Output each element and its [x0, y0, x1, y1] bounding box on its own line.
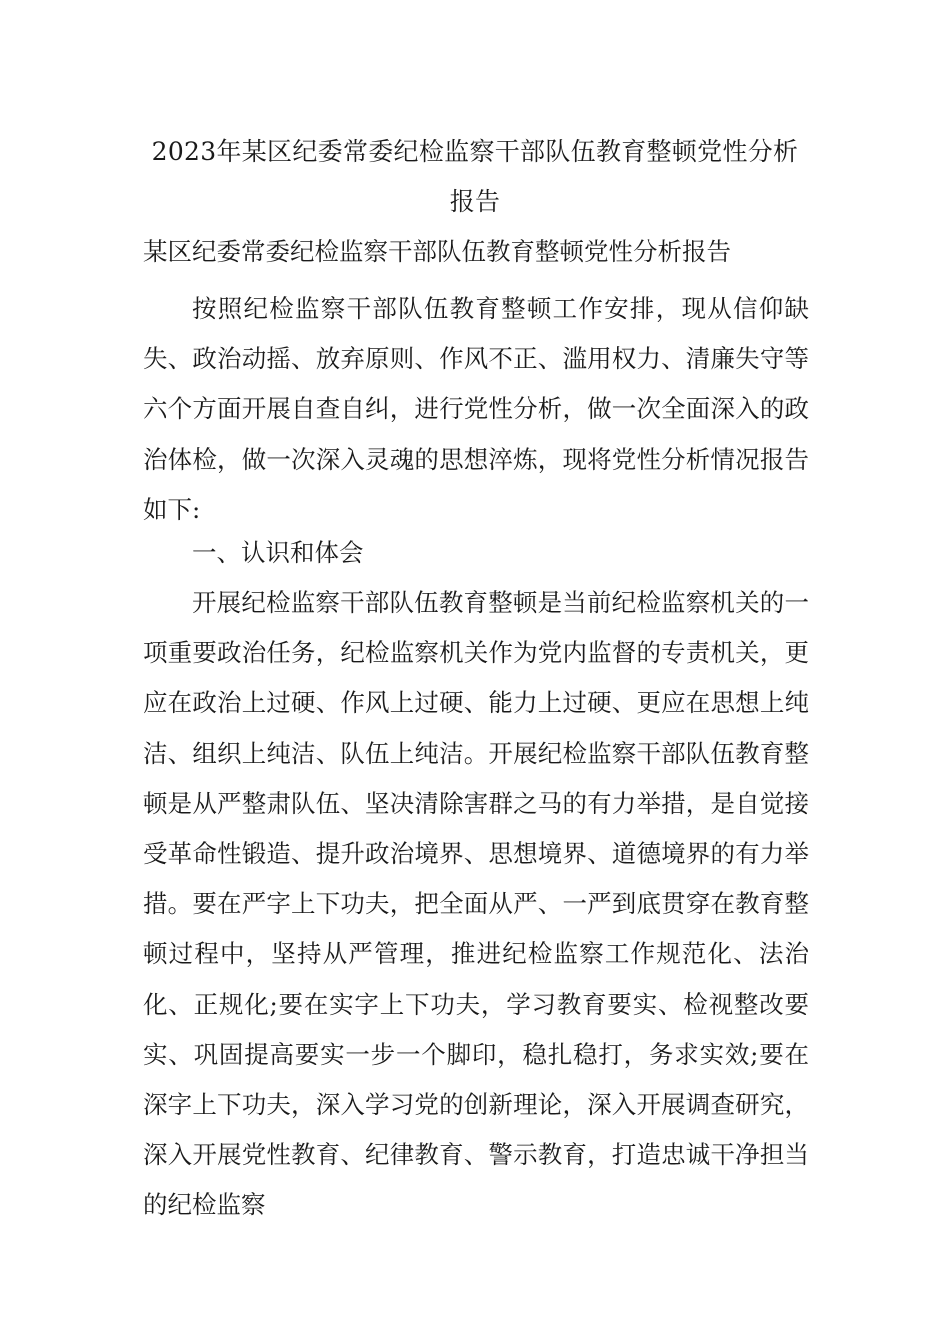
body-paragraph-main — [143, 578, 809, 1231]
section-heading-1 — [143, 528, 809, 578]
body-paragraph-intro — [143, 284, 809, 535]
paragraph-intro-text: 按照纪检监察干部队伍教育整顿工作安排，现从信仰缺失、政治动摇、放弃原则、作风不正、滥用权力、清廉失守等六个方面开展自查自纠，进行党性分析，做一次全面深入的政治体检，做一次深入灵魂的思想淬炼，现将党性分析情况报告如下: — [143, 294, 809, 524]
document-subtitle: 某区纪委常委纪检监察干部队伍教育整顿党性分析报告 — [143, 237, 731, 266]
paragraph-main-text: 开展纪检监察干部队伍教育整顿是当前纪检监察机关的一项重要政治任务，纪检监察机关作为党内监督的专责机关，更应在政治上过硬、作风上过硬、能力上过硬、更应在思想上纯洁、组织上纯洁、队伍上纯洁。开展纪检监察干部队伍教育整顿是从严整肃队伍、坚决清除害群之马的有力举措，是自觉接受革命性锻造、提升政治境界、思想境界、道德境界的有力举措。要在严字上下功夫，把全面从严、一严到底贯穿在教育整顿过程中，坚持从严管理，推进纪检监察工作规范化、法治化、正规化;要在实字上下功夫，学习教育要实、检视整改要实、巩固提高要实一步一个脚印，稳扎稳打，务求实效;要在深字上下功夫，深入学习党的创新理论，深入开展调查研究，深入开展党性教育、纪律教育、警示教育，打造忠诚干净担当的纪检监察 — [143, 588, 809, 1220]
section-heading-text: 一、认识和体会 — [192, 538, 364, 567]
document-title: 2023年某区纪委常委纪检监察干部队伍教育整顿党性分析报告 — [151, 137, 799, 216]
